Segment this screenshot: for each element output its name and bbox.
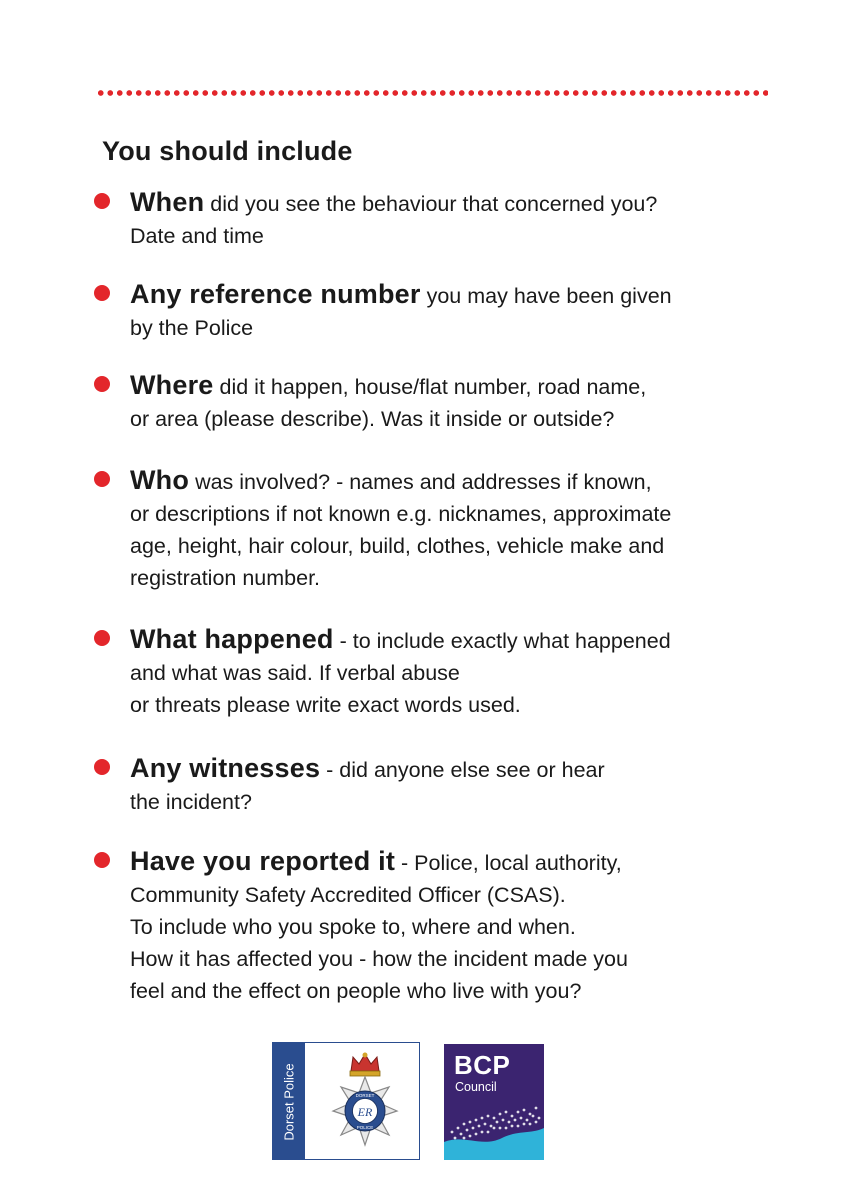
item-text-line: or area (please describe). Was it inside or outside? (130, 407, 615, 431)
item-text-line: or threats please write exact words used. (130, 693, 521, 717)
item-text-line: - Police, local authority, (401, 851, 622, 875)
svg-text:DORSET: DORSET (355, 1093, 375, 1098)
list-item-when (94, 186, 794, 252)
bcp-title: BCP (454, 1050, 511, 1080)
bullet-icon (94, 630, 110, 646)
item-text-line: by the Police (130, 316, 254, 340)
bullet-icon (94, 852, 110, 868)
item-lead: Any witnesses (130, 753, 321, 783)
list-item-reference-number (94, 278, 794, 344)
item-text-line: feel and the effect on people who live with you? (130, 979, 582, 1003)
bcp-council-logo (444, 1044, 544, 1160)
bullet-icon (94, 376, 110, 392)
list-item-where (94, 369, 794, 435)
dorset-police-crest-icon (315, 1049, 415, 1155)
list-item-reported (94, 845, 794, 1007)
item-lead: Who (130, 465, 190, 495)
item-text-line: How it has affected you - how the incident made you (130, 947, 628, 971)
item-lead: Have you reported it (130, 846, 396, 876)
bullet-icon (94, 759, 110, 775)
item-lead: When (130, 187, 205, 217)
police-name-strip (273, 1043, 305, 1159)
list-item-who (94, 464, 794, 594)
bullet-icon (94, 285, 110, 301)
item-text-line: the incident? (130, 790, 252, 814)
item-text-line: was involved? - names and addresses if known, (195, 470, 652, 494)
item-text-line: Community Safety Accredited Officer (CSAS). (130, 883, 566, 907)
item-text-line: Date and time (130, 224, 264, 248)
list-item-witnesses (94, 752, 794, 818)
item-text-line: To include who you spoke to, where and when. (130, 915, 576, 939)
dorset-police-logo (272, 1042, 420, 1160)
bcp-subtitle: Council (455, 1080, 497, 1094)
page-heading: You should include (102, 136, 353, 166)
dotted-divider (96, 88, 768, 98)
svg-text:POLICE: POLICE (356, 1125, 374, 1130)
item-text-line: did it happen, house/flat number, road name, (219, 375, 647, 399)
bullet-icon (94, 471, 110, 487)
list-item-what-happened (94, 623, 794, 721)
item-text-line: - did anyone else see or hear (326, 758, 605, 782)
item-text-line: - to include exactly what happened (339, 629, 671, 653)
item-lead: Where (130, 370, 214, 400)
svg-text:ER: ER (357, 1105, 373, 1119)
item-text-line: and what was said. If verbal abuse (130, 661, 460, 685)
item-text-line: you may have been given (426, 284, 672, 308)
item-lead: What happened (130, 624, 334, 654)
item-text-line: age, height, hair colour, build, clothes, vehicle make and (130, 534, 665, 558)
item-text-line: or descriptions if not known e.g. nicknames, approximate (130, 502, 672, 526)
police-name: Dorset Police (281, 1063, 297, 1141)
item-lead: Any reference number (130, 279, 421, 309)
item-text-line: registration number. (130, 566, 321, 590)
bullet-icon (94, 193, 110, 209)
bcp-wave-icon (444, 1098, 544, 1160)
item-text-line: did you see the behaviour that concerned you? (210, 192, 658, 216)
